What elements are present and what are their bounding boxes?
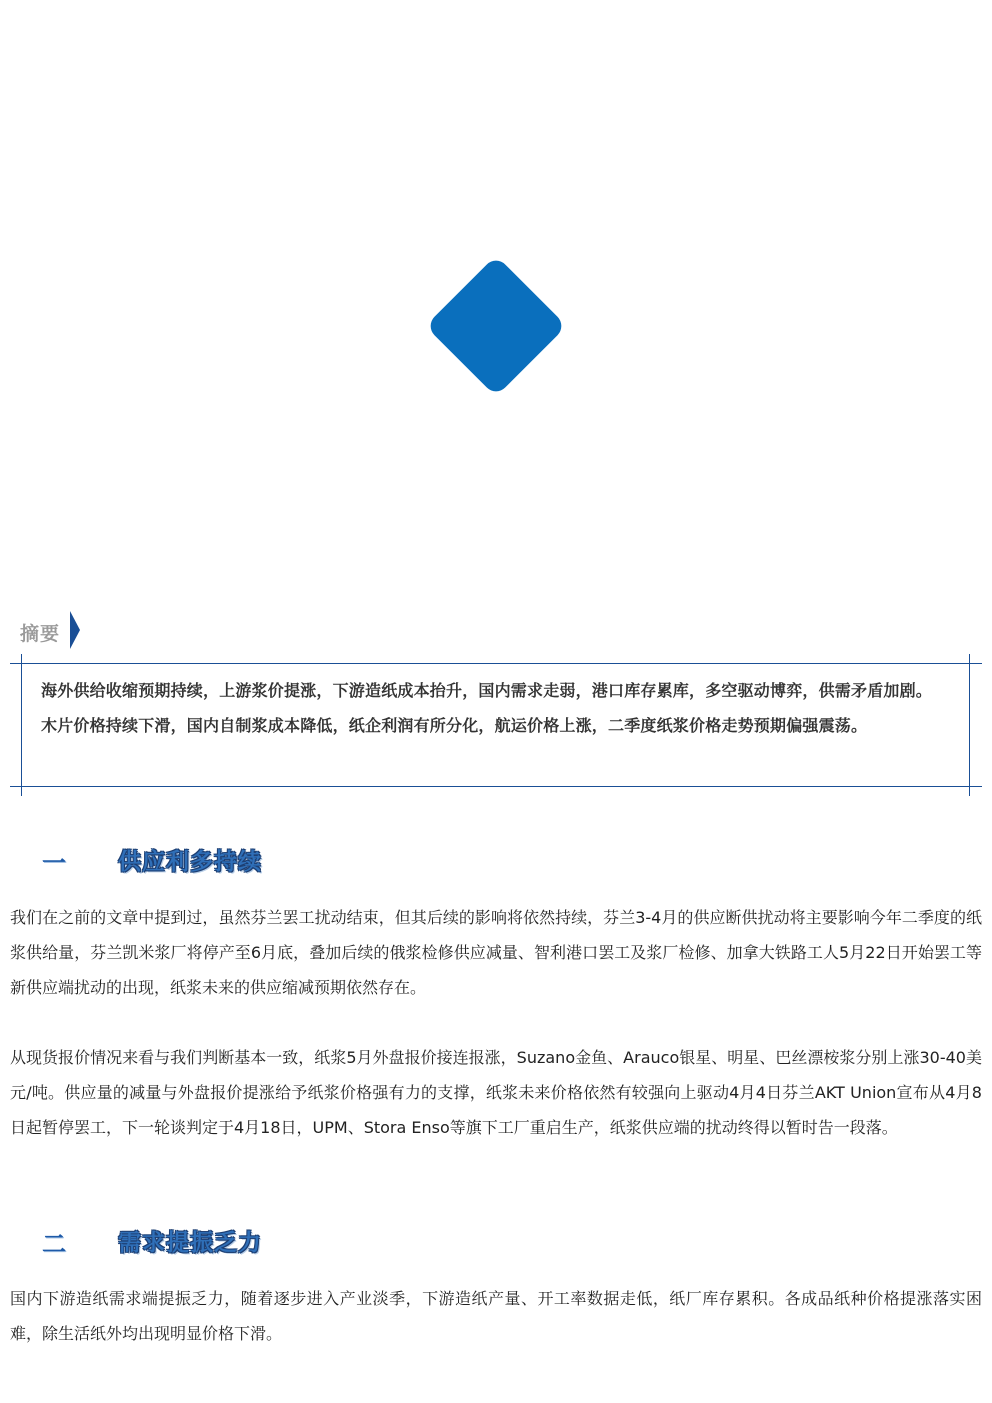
section-title: 需求提振乏力 bbox=[118, 1230, 262, 1256]
abstract-label: 摘要 bbox=[20, 623, 61, 645]
paragraph: 我们在之前的文章中提到过，虽然芬兰罢工扰动结束，但其后续的影响将依然持续，芬兰3-4月的供应断供扰动将主要影响今年二季度的纸浆供给量，芬兰凯米浆厂将停产至6月底，叠加后续的俄浆检修供应减量、智利港口罢工及浆厂检修、加拿大铁路工人5月22日开始罢工等新供应端扰动的出现，纸浆未来的供应缩减预期依然存在。 bbox=[10, 908, 982, 997]
section-heading bbox=[42, 843, 542, 883]
abstract-tag bbox=[10, 609, 80, 651]
section-number: 一 bbox=[42, 849, 70, 877]
chevron-right-icon bbox=[70, 611, 80, 649]
summary-box-top-border bbox=[10, 663, 982, 664]
summary-box-right-border bbox=[969, 654, 970, 796]
diamond-logo-icon bbox=[425, 255, 566, 396]
paragraph: 从现货报价情况来看与我们判断基本一致，纸浆5月外盘报价接连报涨，Suzano金鱼、Arauco银星、明星、巴丝漂桉浆分别上涨30-40美元/吨。供应量的减量与外盘报价提涨给予纸浆价格强有力的支撑，纸浆未来价格依然有较强向上驱动4月4日芬兰AKT Union宣布从4月8日起暂停罢工，下一轮谈判定于4月18日，UPM、Stora Enso等旗下工厂重启生产，纸浆供应端的扰动终得以暂时告一段落。 bbox=[10, 1048, 982, 1137]
abstract-summary: 海外供给收缩预期持续，上游浆价提涨，下游造纸成本抬升，国内需求走弱，港口库存累库，多空驱动博弈，供需矛盾加剧。木片价格持续下滑，国内自制浆成本降低，纸企利润有所分化，航运价格上涨，二季度纸浆价格走势预期偏强震荡。 bbox=[41, 681, 933, 735]
summary-box-left-border bbox=[21, 654, 22, 796]
section-number: 二 bbox=[42, 1230, 70, 1258]
section-heading bbox=[42, 1224, 542, 1264]
section-title: 供应利多持续 bbox=[118, 849, 262, 875]
summary-box-bottom-border bbox=[10, 786, 982, 787]
paragraph: 国内下游造纸需求端提振乏力，随着逐步进入产业淡季，下游造纸产量、开工率数据走低，纸厂库存累积。各成品纸种价格提涨落实困难，除生活纸外均出现明显价格下滑。 bbox=[10, 1289, 982, 1343]
